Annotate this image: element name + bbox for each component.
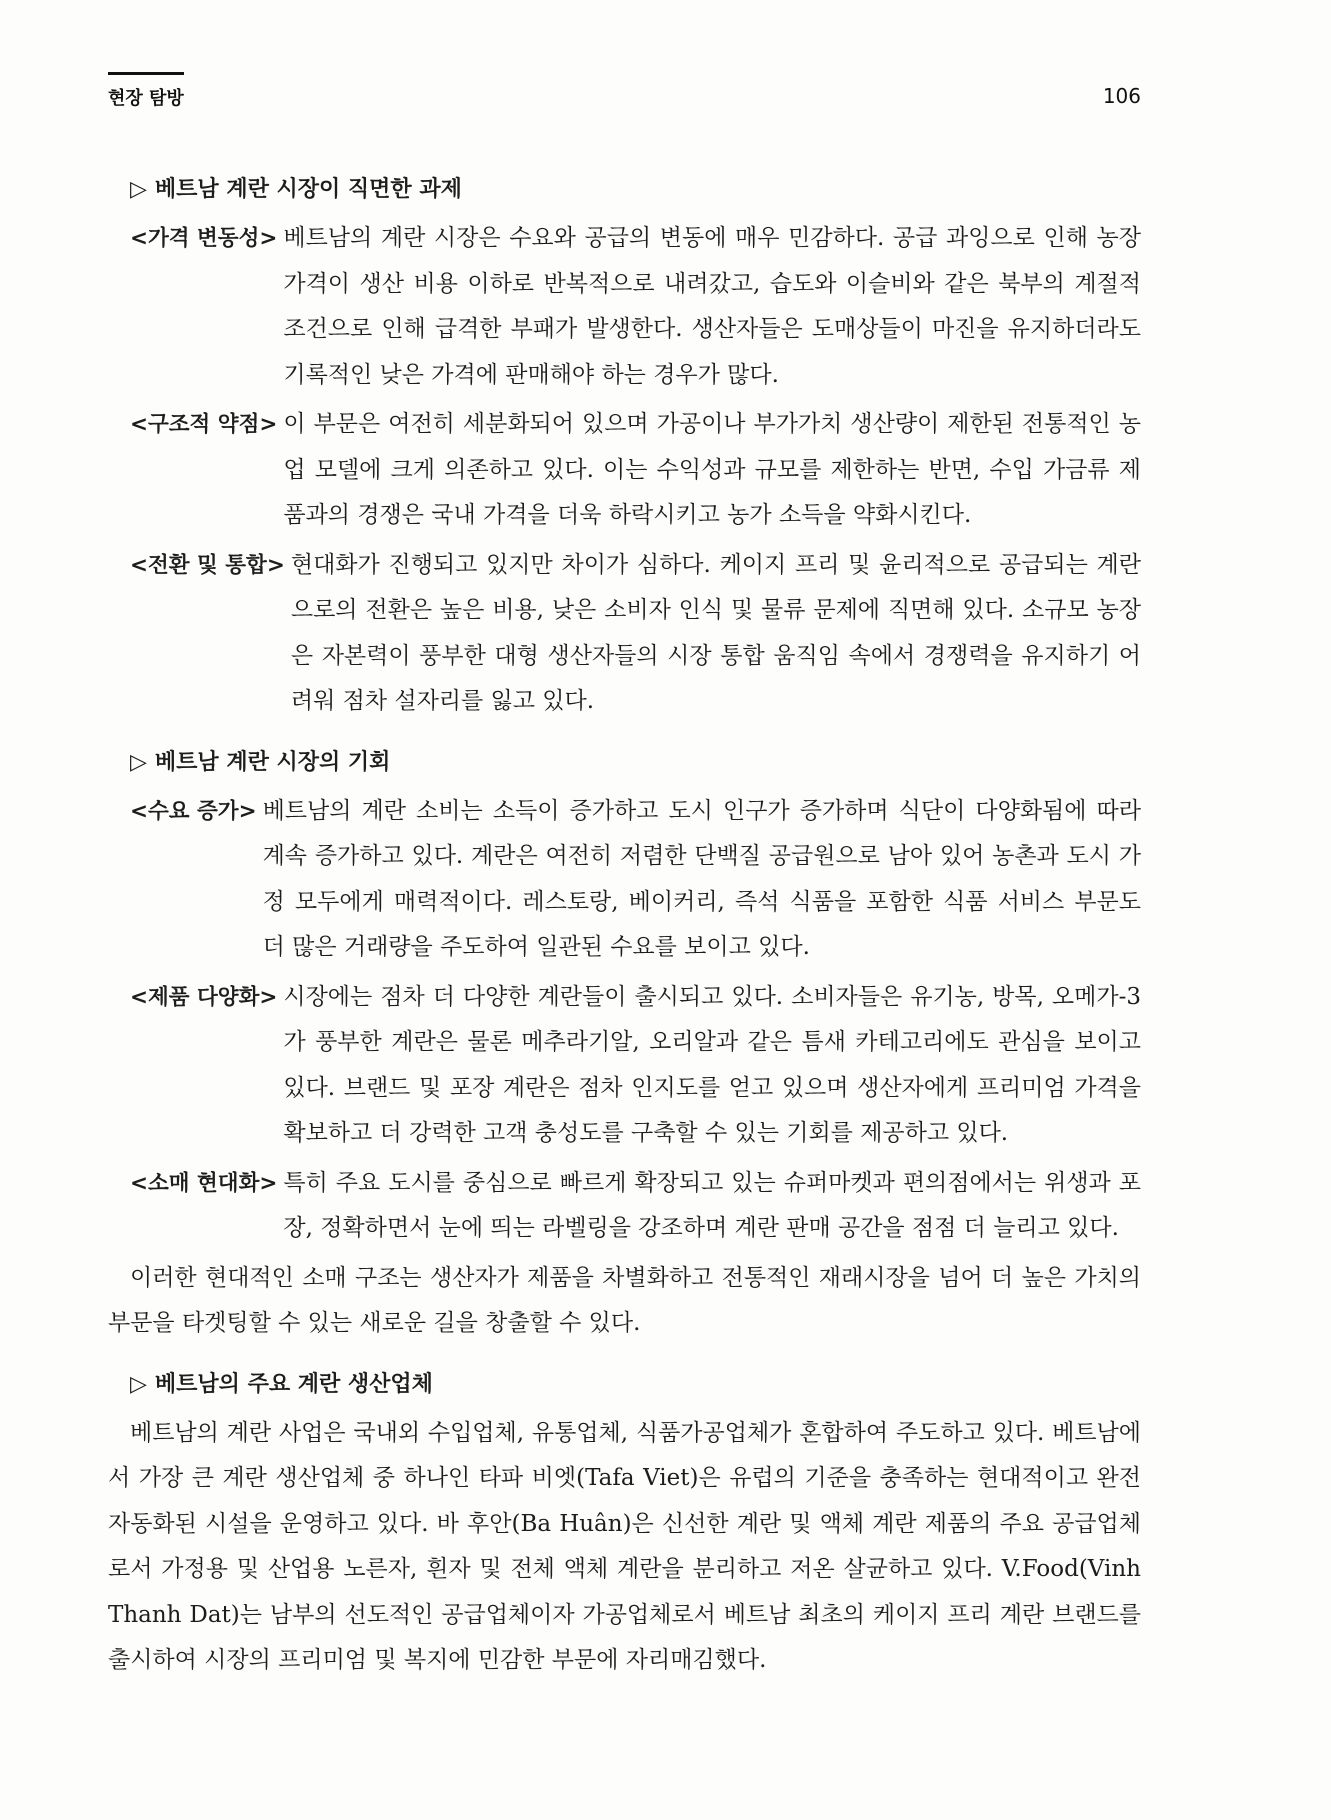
item-text: 베트남의 계란 시장은 수요와 공급의 변동에 매우 민감하다. 공급 과잉으로 인해 농장 가격이 생산 비용 이하로 반복적으로 내려갔고, 습도와 이슬비와 같은 북부의 계절적 조건으로 인해 급격한 부패가 발생한다. 생산자들은 도매상들이 마진을 유지하더라도 기록적인 낮은 가격에 판매해야 하는 경우가 많다.	[283, 225, 1141, 388]
section-heading-producers: ▷ 베트남의 주요 계란 생산업체	[130, 1371, 433, 1397]
list-item	[108, 402, 1141, 539]
closing-paragraph: 이러한 현대적인 소매 구조는 생산자가 제품을 차별화하고 전통적인 재래시장을 넘어 더 높은 가치의 부문을 타겟팅할 수 있는 새로운 길을 창출할 수 있다.	[108, 1264, 1141, 1336]
list-item	[108, 543, 1141, 725]
triangle-right-icon: ▷	[130, 177, 147, 202]
triangle-right-icon: ▷	[130, 1371, 147, 1397]
item-label: <소매 현대화>	[130, 1170, 278, 1196]
section-heading-challenges: ▷ 베트남 계란 시장이 직면한 과제	[130, 177, 462, 202]
section-heading-opportunities: ▷ 베트남 계란 시장의 기회	[130, 749, 391, 775]
item-label: <구조적 약점>	[130, 412, 278, 437]
item-text: 특히 주요 도시를 중심으로 빠르게 확장되고 있는 슈퍼마켓과 편의점에서는 위생과 포장, 정확하면서 눈에 띄는 라벨링을 강조하며 계란 판매 공간을 점점 더 늘리고 있다.	[283, 1169, 1141, 1241]
item-label: <가격 변동성>	[130, 226, 278, 251]
triangle-right-icon: ▷	[130, 749, 147, 775]
producers-paragraph: 베트남의 계란 사업은 국내외 수입업체, 유통업체, 식품가공업체가 혼합하여 주도하고 있다. 베트남에서 가장 큰 계란 생산업체 중 하나인 타파 비엣(Tafa Viet)은 유럽의 기준을 충족하는 현대적이고 완전 자동화된 시설을 운영하고 있다. 바 후안(Ba Huân)은 신선한 계란 및 액체 계란 제품의 주요 공급업체로서 가정용 및 산업용 노른자, 흰자 및 전체 액체 계란을 분리하고 저온 살균하고 있다. V.Food(Vinh Thanh Dat)는 남부의 선도적인 공급업체이자 가공업체로서 베트남 최초의 케이지 프리 계란 브랜드를 출시하여 시장의 프리미엄 및 복지에 민감한 부문에 자리매김했다.	[108, 1419, 1141, 1673]
item-label: <수요 증가>	[130, 798, 257, 824]
page-number: 106	[1102, 84, 1141, 108]
item-text: 현대화가 진행되고 있지만 차이가 심하다. 케이지 프리 및 윤리적으로 공급되는 계란으로의 전환은 높은 비용, 낮은 소비자 인식 및 물류 문제에 직면해 있다. 소규모 농장은 자본력이 풍부한 대형 생산자들의 시장 통합 움직임 속에서 경쟁력을 유지하기 어려워 점차 설자리를 잃고 있다.	[290, 551, 1141, 714]
list-item	[108, 216, 1141, 398]
item-text: 시장에는 점차 더 다양한 계란들이 출시되고 있다. 소비자들은 유기농, 방목, 오메가-3가 풍부한 계란은 물론 메추라기알, 오리알과 같은 틈새 카테고리에도 관심을 보이고 있다. 브랜드 및 포장 계란은 점차 인지도를 얻고 있으며 생산자에게 프리미엄 가격을 확보하고 더 강력한 고객 충성도를 구축할 수 있는 기회를 제공하고 있다.	[283, 983, 1141, 1146]
list-item	[108, 789, 1141, 971]
list-item	[108, 975, 1141, 1157]
running-head: 현장 탐방	[108, 88, 184, 109]
item-label: <전환 및 통합>	[130, 552, 285, 578]
header-rule	[108, 72, 184, 75]
item-text: 베트남의 계란 소비는 소득이 증가하고 도시 인구가 증가하며 식단이 다양화됨에 따라 계속 증가하고 있다. 계란은 여전히 저렴한 단백질 공급원으로 남아 있어 농촌과 도시 가정 모두에게 매력적이다. 레스토랑, 베이커리, 즉석 식품을 포함한 식품 서비스 부문도 더 많은 거래량을 주도하여 일관된 수요를 보이고 있다.	[262, 797, 1141, 960]
list-item	[108, 1161, 1141, 1252]
item-label: <제품 다양화>	[130, 984, 278, 1010]
page-body	[108, 170, 1141, 1702]
item-text: 이 부문은 여전히 세분화되어 있으며 가공이나 부가가치 생산량이 제한된 전통적인 농업 모델에 크게 의존하고 있다. 이는 수익성과 규모를 제한하는 반면, 수입 가금류 제품과의 경쟁은 국내 가격을 더욱 하락시키고 농가 소득을 약화시킨다.	[283, 411, 1141, 528]
